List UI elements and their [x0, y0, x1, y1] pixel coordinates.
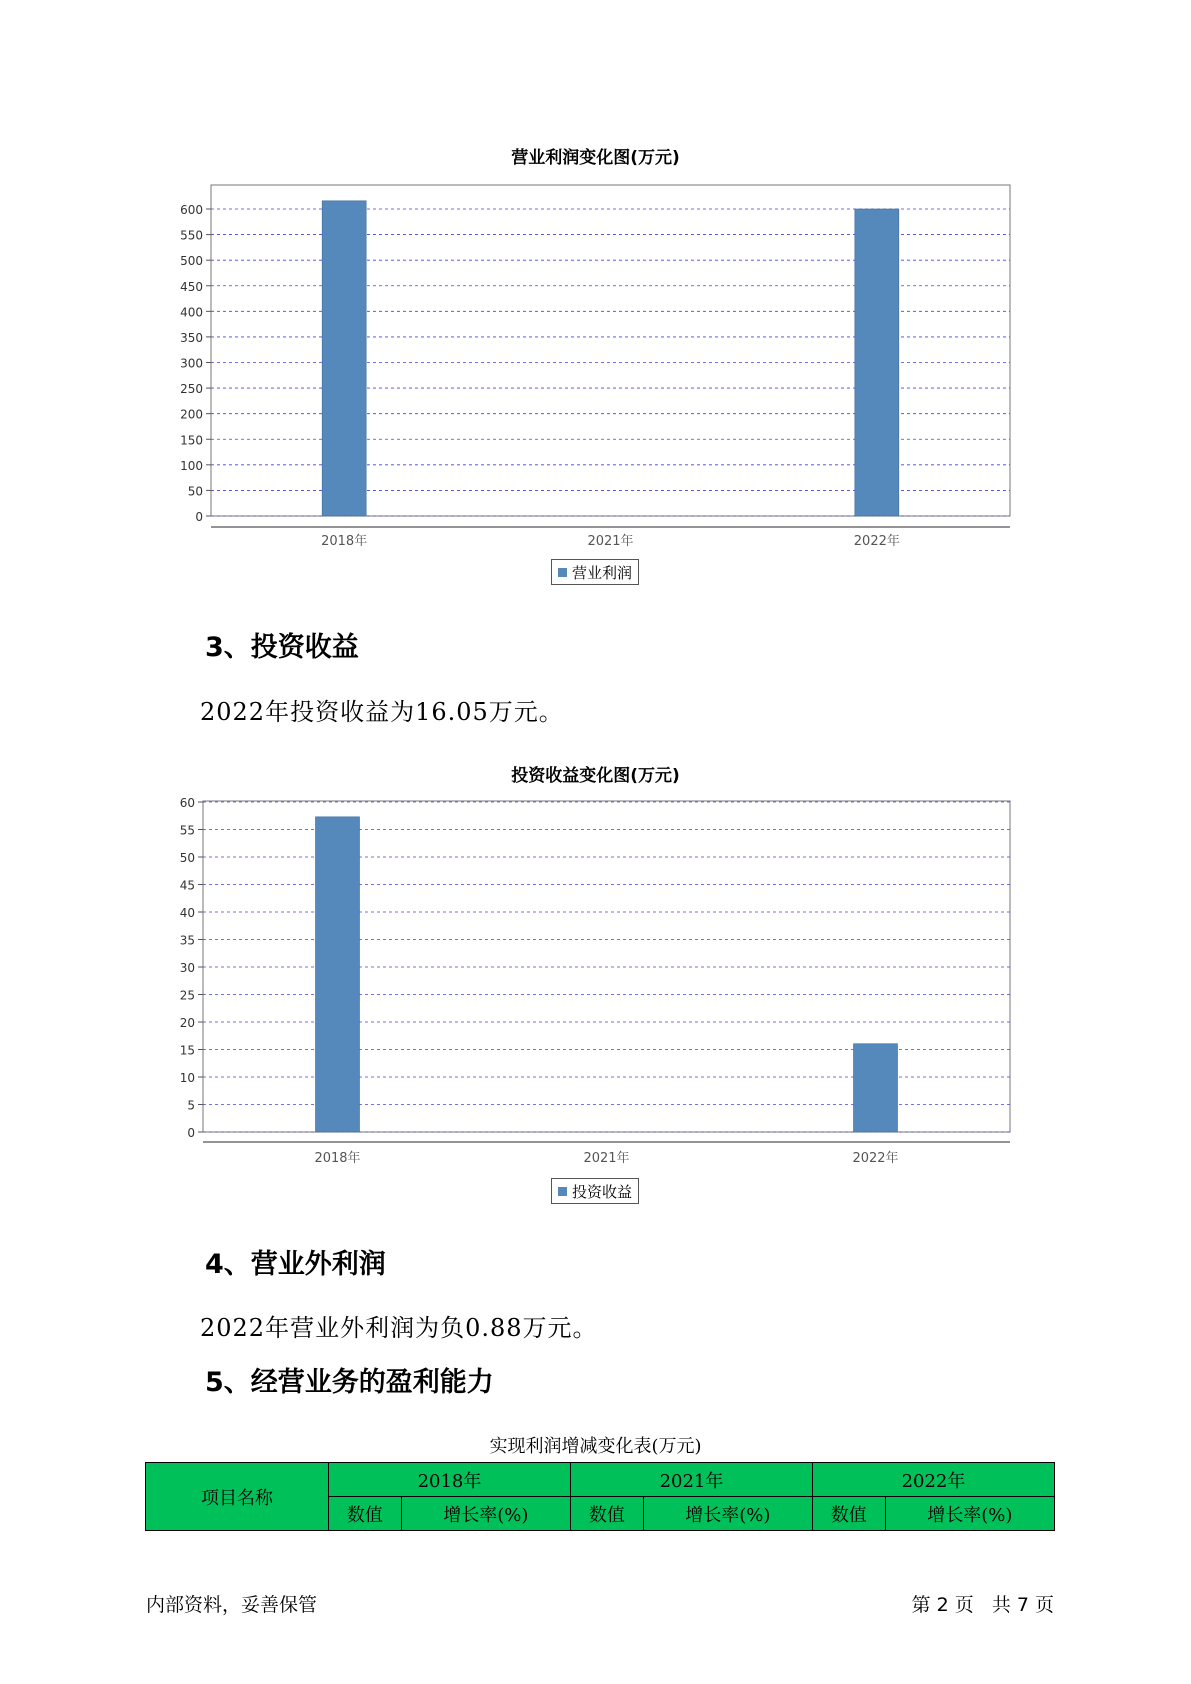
y-tick-label: 20 [179, 1016, 195, 1030]
chart1-title: 营业利润变化图(万元) [511, 148, 680, 168]
x-tick-label: 2018年 [321, 534, 368, 549]
growth-header: 增长率(%) [643, 1497, 812, 1531]
item-name-header: 项目名称 [146, 1463, 329, 1531]
legend-swatch-icon [558, 1187, 567, 1196]
year-header-2021: 2021年 [570, 1463, 812, 1497]
growth-header: 增长率(%) [885, 1497, 1054, 1531]
y-tick-label: 100 [180, 458, 203, 473]
y-tick-label: 25 [179, 988, 195, 1003]
x-tick-label: 2022年 [852, 1151, 899, 1166]
y-tick-label: 0 [187, 1126, 195, 1140]
y-tick-label: 60 [179, 796, 195, 810]
y-tick-label: 30 [179, 961, 195, 975]
y-tick-label: 50 [179, 851, 195, 865]
y-tick-label: 250 [180, 382, 203, 397]
y-tick-label: 450 [180, 279, 203, 294]
value-header: 数值 [812, 1497, 885, 1531]
table-caption: 实现利润增减变化表(万元) [489, 1436, 702, 1457]
x-tick-label: 2021年 [583, 1151, 630, 1166]
y-tick-label: 15 [179, 1043, 195, 1058]
profit-change-table [145, 1462, 1055, 1531]
y-tick-label: 200 [180, 407, 203, 422]
y-tick-label: 10 [179, 1071, 195, 1085]
value-header: 数值 [570, 1497, 643, 1531]
y-tick-label: 35 [179, 933, 195, 948]
x-tick-label: 2021年 [587, 534, 634, 549]
chart2-legend-label: 投资收益 [572, 1182, 633, 1201]
y-tick-label: 50 [187, 484, 203, 499]
section4-text: 2022年营业外利润为负0.88万元。 [200, 1314, 598, 1342]
y-tick-label: 600 [180, 203, 203, 217]
y-tick-label: 150 [180, 433, 203, 448]
year-header-2022: 2022年 [812, 1463, 1054, 1497]
bar-2018年 [316, 817, 360, 1132]
bar-2022年 [854, 1044, 898, 1132]
chart2-title: 投资收益变化图(万元) [511, 766, 680, 786]
x-tick-label: 2018年 [314, 1151, 361, 1166]
y-tick-label: 0 [195, 510, 203, 524]
y-tick-label: 350 [180, 330, 203, 345]
section3-text: 2022年投资收益为16.05万元。 [200, 698, 564, 726]
y-tick-label: 500 [180, 254, 203, 269]
footer-page-number: 第 2 页 共 7 页 [911, 1594, 1054, 1616]
value-header: 数值 [329, 1497, 402, 1531]
y-tick-label: 400 [180, 305, 203, 320]
section5-heading: 5、经营业务的盈利能力 [205, 1367, 494, 1398]
y-tick-label: 55 [179, 823, 195, 838]
y-tick-label: 45 [179, 878, 195, 893]
y-tick-label: 550 [180, 228, 203, 243]
section4-heading: 4、营业外利润 [205, 1249, 386, 1280]
y-tick-label: 5 [187, 1098, 195, 1113]
y-tick-label: 40 [179, 906, 195, 920]
x-tick-label: 2022年 [853, 534, 900, 549]
chart2-legend [551, 1178, 639, 1204]
y-tick-label: 300 [180, 356, 203, 371]
chart1-legend-label: 营业利润 [572, 563, 633, 582]
section3-heading: 3、投资收益 [205, 632, 359, 663]
year-header-2018: 2018年 [329, 1463, 571, 1497]
growth-header: 增长率(%) [401, 1497, 570, 1531]
footer-confidential: 内部资料，妥善保管 [146, 1594, 318, 1616]
